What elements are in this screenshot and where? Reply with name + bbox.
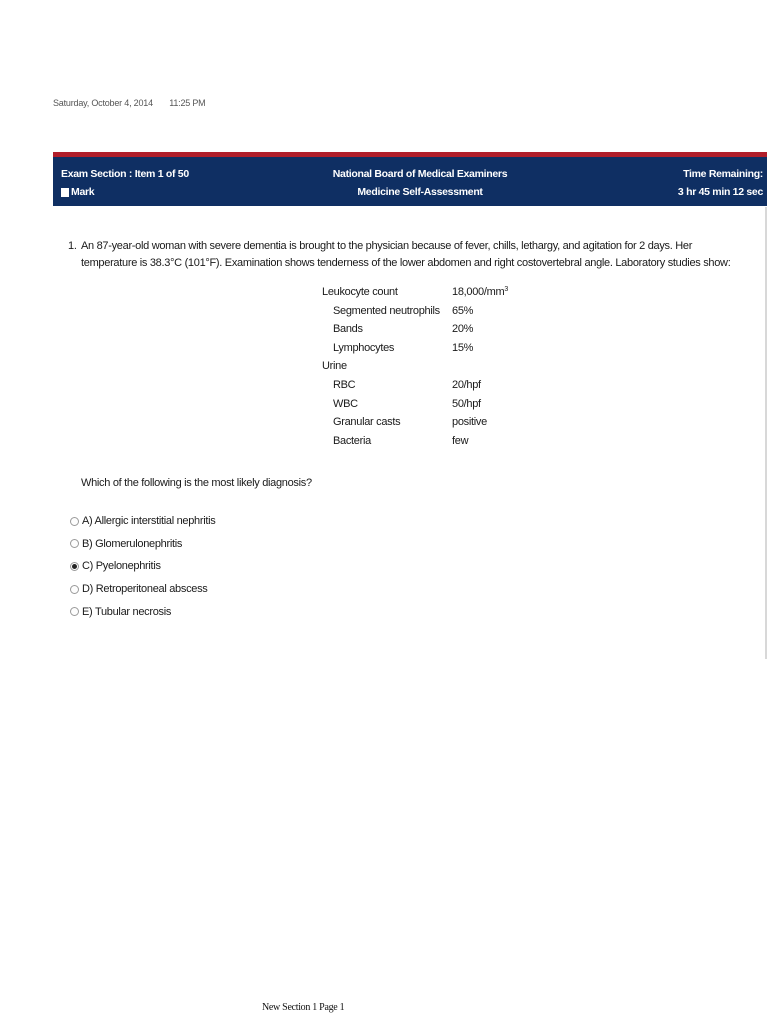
answer-option-label[interactable]: B) Glomerulonephritis (82, 537, 183, 550)
lab-value (452, 395, 481, 414)
radio-unchecked-icon[interactable] (70, 517, 79, 526)
lab-value-text: few (452, 434, 469, 447)
question-stem-text: An 87-year-old woman with severe dementia is brought to the physician because of fever, chills, lethargy, and agitation for 2 days. Her temperature is 38.3°C (101°F). Examination shows tenderness of the lower abdomen and right costovertebral angle. Laboratory studies show: (81, 240, 731, 269)
radio-unchecked-icon[interactable] (70, 585, 79, 594)
answer-option[interactable] (70, 510, 215, 533)
answer-option-label[interactable]: E) Tubular necrosis (82, 605, 172, 618)
header-center (53, 168, 767, 198)
lab-value (452, 339, 473, 358)
lab-value (452, 302, 473, 321)
question-prompt: Which of the following is the most likely diagnosis? (81, 477, 312, 489)
lab-name: WBC (333, 397, 358, 410)
time-remaining-value: 3 hr 45 min 12 sec (677, 186, 763, 198)
answer-option[interactable] (70, 578, 215, 601)
header-right (678, 168, 763, 198)
lab-value-text: 50/hpf (452, 397, 481, 410)
timestamp-time: 11:25 PM (169, 98, 206, 108)
lab-value (452, 376, 481, 395)
answer-option[interactable] (70, 533, 215, 556)
answer-option-label[interactable]: C) Pyelonephritis (82, 560, 161, 573)
timestamp-date: Saturday, October 4, 2014 (53, 98, 153, 108)
radio-unchecked-icon[interactable] (70, 539, 79, 548)
question-stem (68, 238, 748, 272)
lab-value-text: 65% (452, 304, 474, 317)
timestamp (53, 98, 205, 108)
exam-section-label: Exam Section : Item 1 of 50 (61, 168, 189, 180)
radio-unchecked-icon[interactable] (70, 607, 79, 616)
lab-value-text: 18,000/mm (452, 286, 505, 298)
answer-option-label[interactable]: A) Allergic interstitial nephritis (82, 515, 216, 528)
lab-name: Bands (333, 323, 363, 336)
lab-value (452, 432, 468, 451)
lab-value-text: 20% (452, 323, 474, 336)
question-number: 1. (68, 240, 77, 252)
lab-name: Bacteria (333, 434, 371, 447)
page-footer: New Section 1 Page 1 (262, 1002, 345, 1013)
lab-name: Segmented neutrophils (333, 304, 440, 317)
answer-option[interactable] (70, 600, 215, 623)
lab-name: Lymphocytes (333, 341, 395, 354)
org-name: National Board of Medical Examiners (332, 168, 508, 180)
answer-options (70, 510, 215, 623)
exam-name: Medicine Self-Assessment (357, 186, 483, 198)
radio-checked-icon[interactable] (70, 562, 79, 571)
answer-option-label[interactable]: D) Retroperitoneal abscess (82, 583, 208, 596)
lab-value-text: 15% (452, 341, 474, 354)
lab-name: Urine (322, 360, 347, 373)
right-divider (765, 207, 767, 659)
lab-name: RBC (333, 378, 356, 391)
exam-header-bar (53, 152, 767, 206)
lab-name: Leukocyte count (322, 286, 398, 298)
lab-value (452, 283, 508, 302)
lab-name: Granular casts (333, 416, 401, 429)
time-remaining-label: Time Remaining: (683, 168, 763, 180)
lab-value (452, 413, 487, 432)
mark-label[interactable]: Mark (71, 186, 95, 198)
lab-value-text: positive (452, 416, 487, 429)
lab-value (452, 320, 473, 339)
answer-option[interactable] (70, 555, 215, 578)
lab-value-superscript: 3 (504, 286, 508, 293)
lab-value-text: 20/hpf (452, 378, 481, 391)
